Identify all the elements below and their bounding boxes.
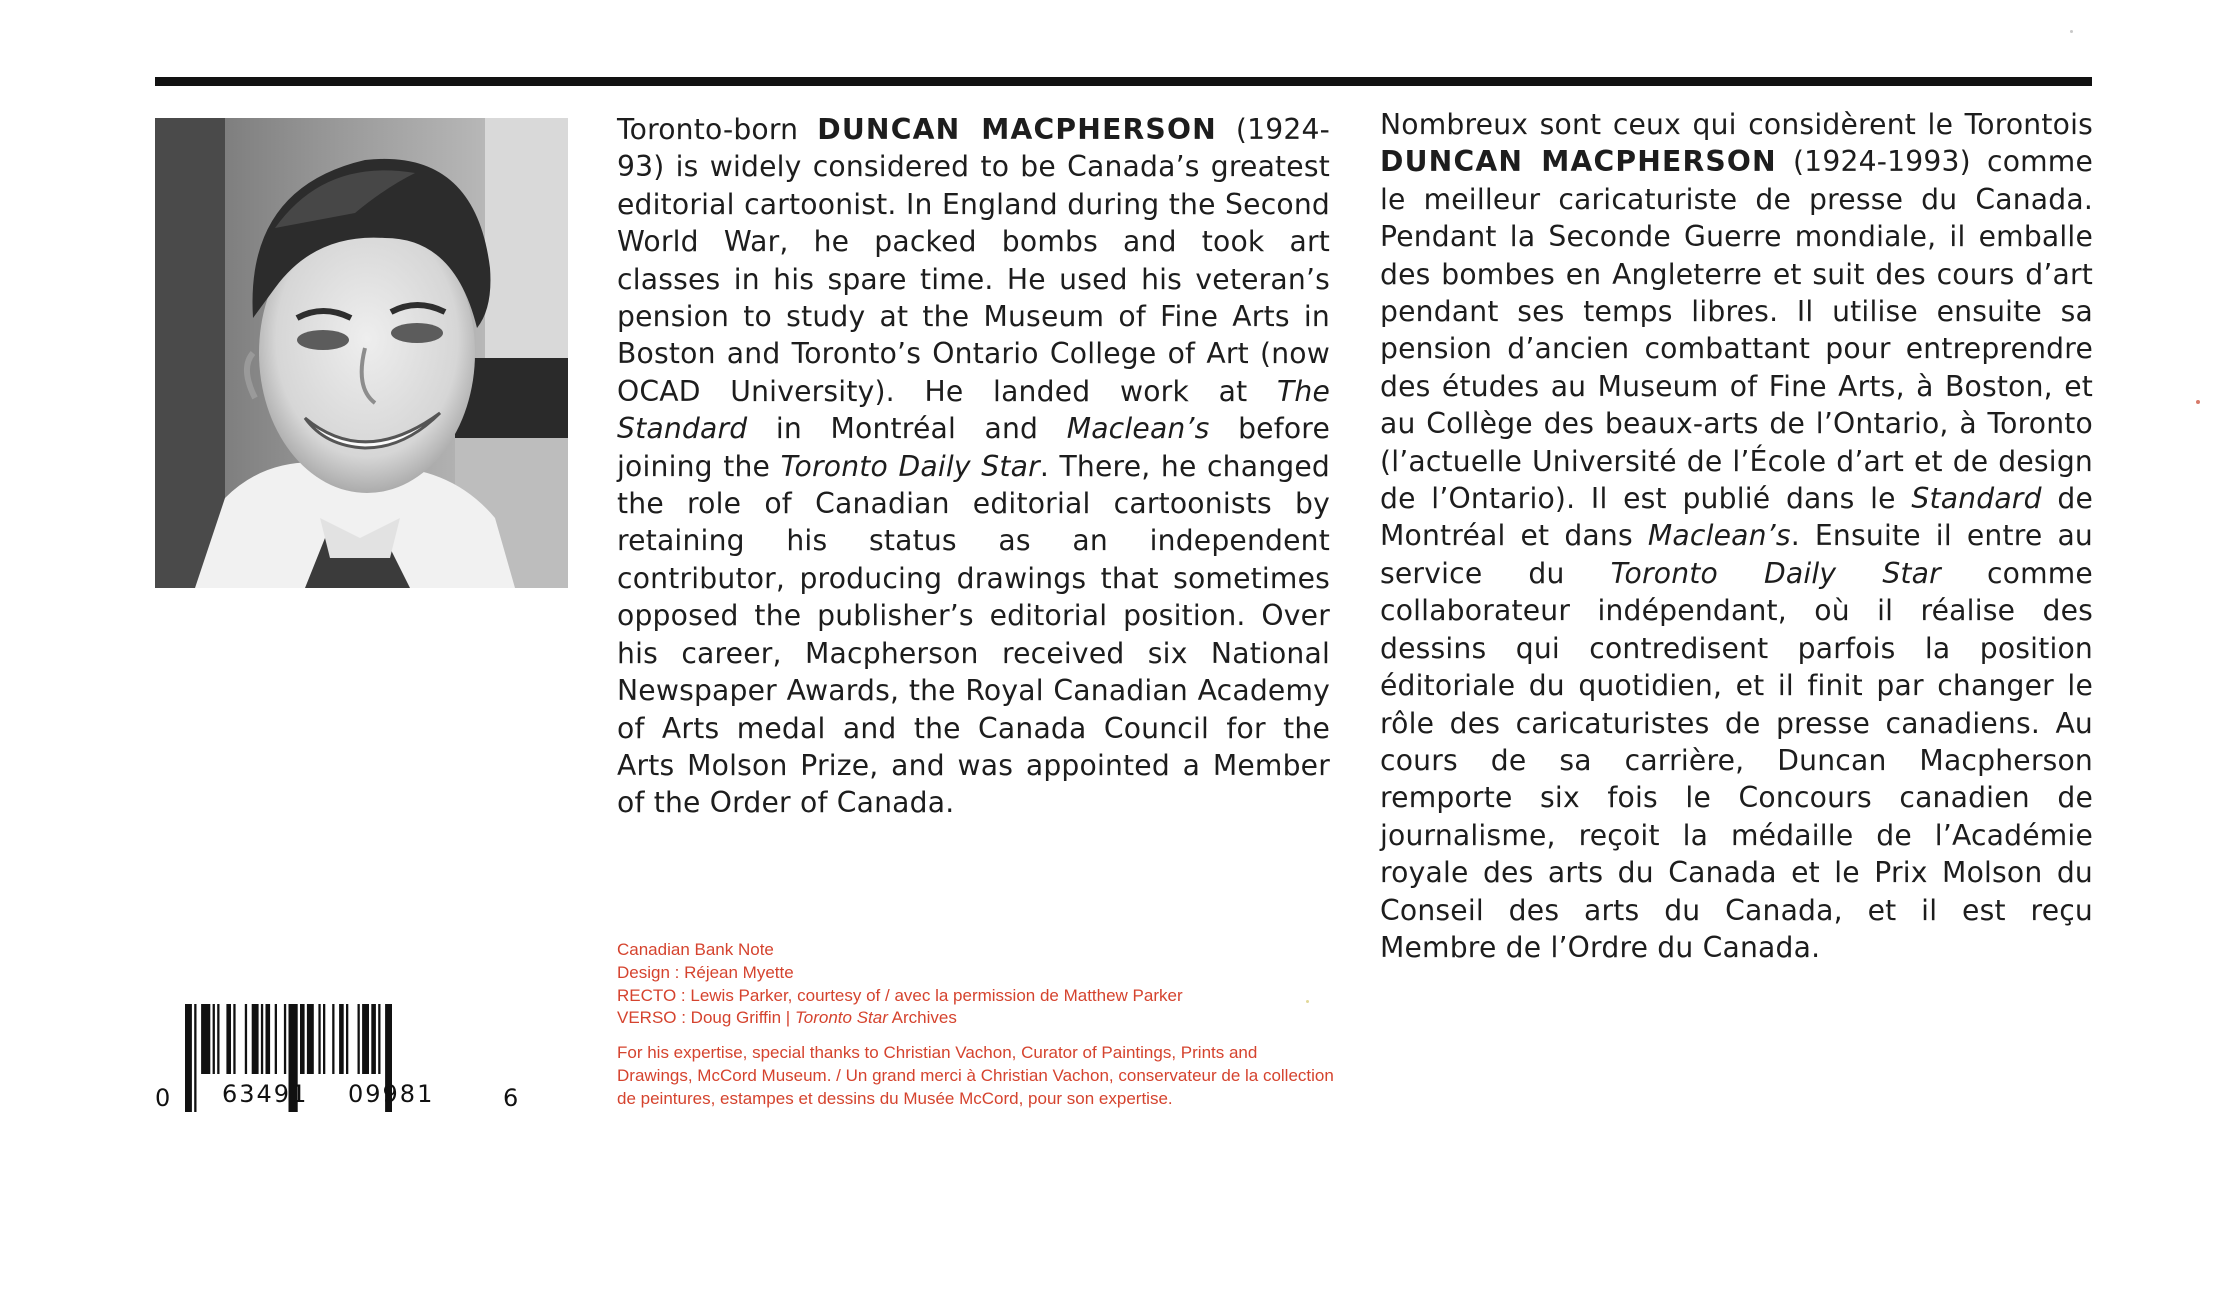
- barcode-check-digit: 6: [503, 1084, 519, 1112]
- french-publication-2: Maclean’s: [1647, 519, 1791, 553]
- barcode-bar: [226, 1004, 231, 1074]
- french-body-2: de Montréal et dans: [1380, 482, 2093, 553]
- english-body-3: before joining the: [617, 412, 1330, 483]
- credit-printer: Canadian Bank Note: [617, 940, 774, 959]
- french-intro: Nombreux sont ceux qui considèrent le Torontois: [1380, 108, 2093, 141]
- barcode-bar: [362, 1004, 369, 1074]
- barcode-bar: [318, 1004, 320, 1074]
- barcode-bar: [275, 1004, 277, 1074]
- french-name: DUNCAN MACPHERSON: [1380, 145, 1777, 179]
- paper-speck: [2070, 30, 2073, 33]
- barcode-bar: [266, 1004, 271, 1074]
- barcode-bar: [201, 1004, 210, 1074]
- english-body-4: . There, he changed the role of Canadian editorial cartoonists by retaining his status as an independent contributor, producing drawings that sometimes opposed the publisher’s editorial position. Over his career, Macpherson received six National Newspaper Awards, the Royal Canadian Academy of Arts medal and the Canada Council for the Arts Molson Prize, and was appointed a Member of the Order of Canada.: [617, 449, 1330, 820]
- barcode-bar: [339, 1004, 344, 1074]
- portrait-photo: [155, 118, 568, 588]
- credit-verso: [617, 1007, 1337, 1030]
- english-intro: Toronto-born: [617, 113, 818, 146]
- credit-verso-italic: Toronto Star: [794, 1008, 888, 1028]
- barcode-group-1: 63491: [222, 1080, 309, 1108]
- barcode-bar: [346, 1004, 348, 1074]
- english-publication-1: The Standard: [617, 374, 1330, 446]
- french-publication-1: Standard: [1911, 482, 2042, 516]
- english-biography: [617, 111, 1330, 822]
- credits-block: [617, 939, 1337, 1111]
- french-body-4: comme collaborateur indépendant, où il réalise des dessins qui contredisent parfois la position éditoriale du quotidien, et il finit par changer le rôle des caricaturistes de presse canadiens. Au cours de sa carrière, Duncan Macpherson remporte six fois le Concours canadien de journalisme, reçoit la médaille de l’Académie royale des arts du Canada et le Prix Molson du Conseil des arts du Canada, et il est reçu Membre de l’Ordre du Canada.: [1380, 556, 2093, 964]
- credit-design: Design : Réjean Myette: [617, 962, 794, 982]
- credit-verso-pre: VERSO : Doug Griffin |: [617, 1008, 795, 1028]
- barcode-bar: [358, 1004, 360, 1074]
- barcode-bar: [284, 1004, 286, 1074]
- barcode-group-2: 09981: [348, 1080, 435, 1108]
- barcode-bar: [332, 1004, 334, 1074]
- french-body-3: . Ensuite il entre au service du: [1380, 519, 2093, 590]
- barcode-lead-digit: 0: [155, 1084, 171, 1112]
- english-publication-3: Toronto Daily Star: [780, 449, 1040, 483]
- barcode: [155, 1004, 535, 1112]
- barcode-bar: [233, 1004, 235, 1074]
- english-body-2: in Montréal and: [747, 412, 1067, 446]
- barcode-bar: [185, 1004, 192, 1112]
- credit-recto: RECTO : Lewis Parker, courtesy of / avec la permission de Matthew Parker: [617, 985, 1183, 1005]
- barcode-bar: [307, 1004, 314, 1074]
- barcode-bar: [323, 1004, 325, 1074]
- barcode-bar: [217, 1004, 219, 1074]
- barcode-bar: [261, 1004, 263, 1074]
- french-body-1: (1924-1993) comme le meilleur caricaturiste de presse du Canada. Pendant la Seconde Guerre mondiale, il emballe des bombes en Angleterre et suit des cours d’art pendant ses temps libres. Il utilise ensuite sa pension d’ancien combattant pour entreprendre des études au Museum of Fine Arts, à Boston, et au Collège des beaux-arts de l’Ontario, à Toronto (l’actuelle Université de l’École d’art et de design de l’Ontario). Il est publié dans le: [1380, 145, 2093, 516]
- barcode-bar: [213, 1004, 215, 1074]
- top-rule: [155, 77, 2092, 86]
- english-name: DUNCAN MACPHERSON: [817, 113, 1217, 146]
- english-body-1: (1924-93) is widely considered to be Canada’s greatest editorial cartoonist. In England during the Second World War, he packed bombs and took art classes in his spare time. He used his veteran’s pension to study at the Museum of Fine Arts in Boston and Toronto’s Ontario College of Art (now OCAD University). He landed work at: [617, 113, 1330, 408]
- paper-speck: [2196, 400, 2200, 404]
- credit-verso-post: Archives: [887, 1008, 957, 1028]
- barcode-bar: [194, 1004, 196, 1112]
- french-biography: [1380, 106, 2093, 966]
- french-publication-3: Toronto Daily Star: [1610, 556, 1941, 590]
- paper-speck: [1306, 1000, 1309, 1003]
- barcode-bar: [378, 1004, 380, 1074]
- barcode-bar: [300, 1004, 305, 1074]
- credit-thanks: For his expertise, special thanks to Christian Vachon, Curator of Paintings, Prints and Drawings, McCord Museum. / Un grand merci à Christian Vachon, conservateur de la collection de peintures, estampes et dessins du Musée McCord, pour son expertise.: [617, 1043, 1334, 1108]
- barcode-bar: [245, 1004, 247, 1074]
- barcode-bar: [252, 1004, 259, 1074]
- english-publication-2: Maclean’s: [1066, 412, 1210, 446]
- barcode-bar: [371, 1004, 376, 1074]
- portrait-illustration: [155, 118, 568, 588]
